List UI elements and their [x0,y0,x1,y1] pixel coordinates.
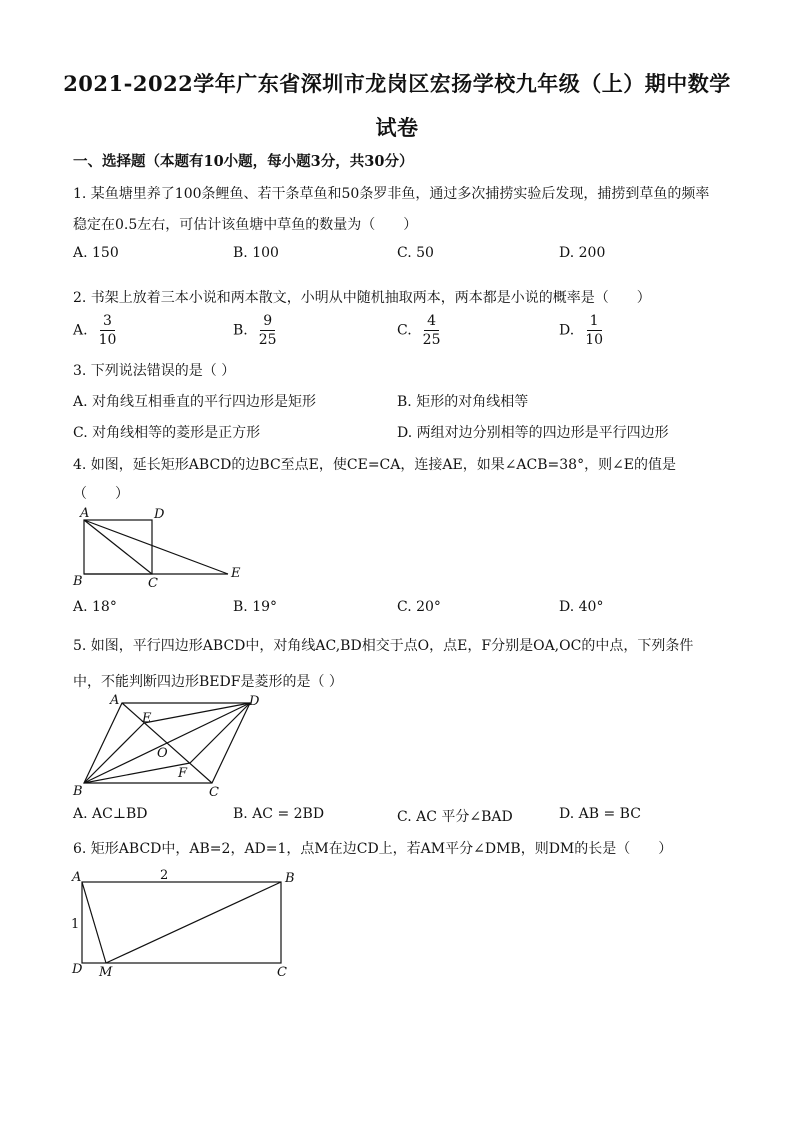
q1-option-b: B. 100 [233,245,279,261]
question-6: 6. 矩形ABCD中，AB=2，AD=1，点M在边CD上，若AM平分∠DMB，则DM的长是（ ） [73,841,673,857]
q3-option-a: A. 对角线互相垂直的平行四边形是矩形 [73,394,317,410]
segment-ed [144,703,250,723]
point-label-e: E [231,566,241,581]
question-5-line-2: 中，不能判断四边形BEDF是菱形的是（ ） [73,674,343,690]
rectangle-bisector-figure [66,866,306,986]
q4-option-c: C. 20° [397,599,441,615]
fraction-denominator: 10 [585,332,604,348]
parallelogram-figure [68,692,268,802]
q3-option-c: C. 对角线相等的菱形是正方形 [73,425,261,441]
point-label-d: D [72,962,83,977]
point-label-c: C [148,576,158,591]
fraction-denominator: 10 [98,332,117,348]
fraction-denominator: 25 [258,332,277,348]
fraction-numerator: 4 [424,312,439,331]
q1-option-d: D. 200 [559,245,606,261]
q3-option-b: B. 矩形的对角线相等 [397,394,529,410]
segment-am [82,882,106,963]
segment-be [84,723,144,783]
point-label-c: C [209,785,219,800]
rectangle-abcd [82,882,281,963]
q3-option-d: D. 两组对边分别相等的四边形是平行四边形 [397,425,669,441]
q5-option-b: B. AC = 2BD [233,806,325,822]
question-3: 3. 下列说法错误的是（ ） [73,363,236,379]
point-label-m: M [99,965,113,980]
segment-fd [190,703,250,763]
fraction-numerator: 3 [100,312,115,331]
rectangle-extension-figure [70,503,260,593]
segment-bf [84,763,190,783]
document-title-continued: 试卷 [375,115,419,140]
question-1-line-1: 1. 某鱼塘里养了100条鲤鱼、若干条草鱼和50条罗非鱼，通过多次捕捞实验后发现，捕捞到草鱼的频率 [73,186,710,202]
q2-option-c: C. $\frac{4}{25}$ [397,312,444,349]
q4-option-a: A. 18° [73,599,117,615]
q2-option-b: B. $\frac{9}{25}$ [233,312,280,349]
q2-option-d: D. $\frac{1}{10}$ [559,312,606,349]
q2-option-a: A. $\frac{3}{10}$ [73,312,119,349]
point-label-e: E [142,711,152,726]
q5-option-d: D. AB = BC [559,806,641,822]
point-label-c: C [277,965,287,980]
side-length-ad: 1 [71,917,80,932]
q5-option-c: C. AC 平分∠BAD [397,809,513,825]
point-label-b: B [285,871,295,886]
point-label-d: D [154,507,165,522]
q1-option-a: A. 150 [73,245,119,261]
point-label-f: F [178,766,188,781]
document-title: 2021-2022学年广东省深圳市龙岗区宏扬学校九年级（上）期中数学 [63,71,731,96]
point-label-b: B [73,784,83,799]
segment-ae [84,520,228,574]
q1-option-c: C. 50 [397,245,434,261]
side-length-ab: 2 [160,868,169,883]
point-label-a: A [72,870,82,885]
q5-option-a: A. AC⊥BD [73,806,148,822]
fraction-numerator: 1 [587,312,602,331]
point-label-b: B [73,574,83,589]
question-5-line-1: 5. 如图，平行四边形ABCD中，对角线AC,BD相交于点O，点E，F分别是OA,OC的中点，下列条件 [73,638,694,654]
fraction-numerator: 9 [260,312,275,331]
diagonal-ac [84,520,152,574]
point-label-o: O [157,746,168,761]
question-2: 2. 书架上放着三本小说和两本散文，小明从中随机抽取两本，两本都是小说的概率是（ ） [73,290,651,306]
q4-option-b: B. 19° [233,599,278,615]
question-1-line-2: 稳定在0.5左右，可估计该鱼塘中草鱼的数量为（ ） [73,217,418,233]
point-label-a: A [80,506,90,521]
q4-option-d: D. 40° [559,599,604,615]
question-4-line-2: （ ） [73,486,129,502]
segment-mb [106,882,281,963]
question-4-line-1: 4. 如图，延长矩形ABCD的边BC至点E，使CE=CA，连接AE，如果∠ACB=38°，则∠E的值是 [73,457,677,473]
diagonal-bd [84,703,250,783]
point-label-a: A [110,693,120,708]
section-heading: 一、选择题（本题有10小题，每小题3分，共30分） [73,153,414,170]
point-label-d: D [249,694,260,709]
fraction-denominator: 25 [422,332,441,348]
